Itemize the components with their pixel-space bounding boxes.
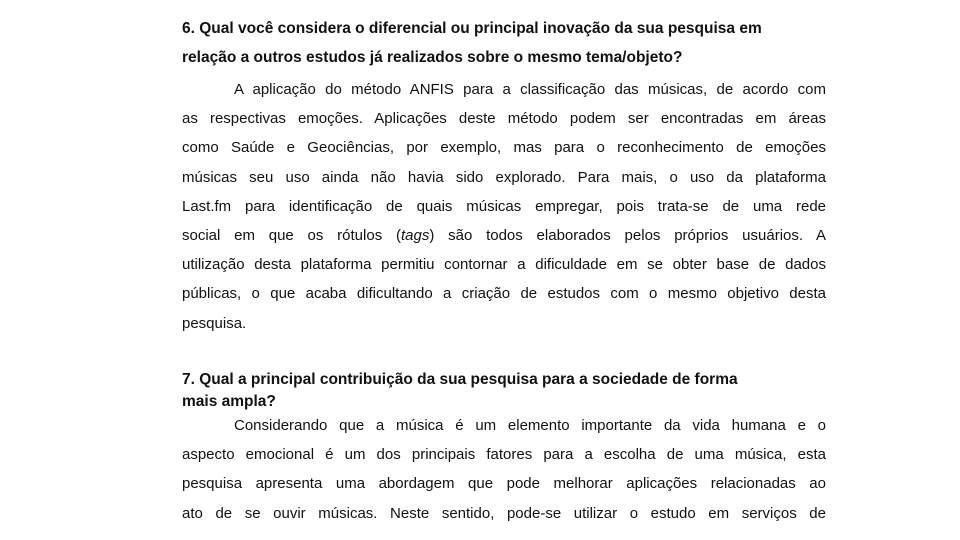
question-6-heading <box>182 14 826 72</box>
answer-7-line-2: aspecto emocional é um dos principais fatores para a escolha de uma música, esta <box>182 446 826 464</box>
question-7-heading <box>182 369 826 413</box>
answer-7-line-3: pesquisa apresenta uma abordagem que pode melhorar aplicações relacionadas ao <box>182 475 826 493</box>
answer-6-line-6 <box>182 221 826 250</box>
question-7-heading-line-1: 7. Qual a principal contribuição da sua pesquisa para a sociedade de forma <box>182 371 738 388</box>
question-6-heading-line-2: relação a outros estudos já realizados sobre o mesmo tema/objeto? <box>182 49 683 66</box>
question-6-answer <box>182 75 826 338</box>
answer-6-line-2: as respectivas emoções. Aplicações deste método podem ser encontradas em áreas <box>182 110 826 128</box>
answer-6-line-6-before: social em que os rótulos ( <box>182 227 401 245</box>
answer-6-line-5: Last.fm para identificação de quais músicas empregar, pois trata-se de uma rede <box>182 197 826 215</box>
answer-7-line-4: ato de se ouvir músicas. Neste sentido, pode-se utilizar o estudo em serviços de <box>182 504 826 522</box>
question-7-answer <box>182 411 826 528</box>
answer-6-line-9: pesquisa. <box>182 314 247 332</box>
answer-7-line-1: Considerando que a música é um elemento importante da vida humana e o <box>234 417 826 434</box>
answer-6-line-6-after: ) são todos elaborados pelos próprios usuários. A <box>429 227 826 245</box>
question-6-heading-line-1: 6. Qual você considera o diferencial ou principal inovação da sua pesquisa em <box>182 20 762 37</box>
question-7-heading-line-2: mais ampla? <box>182 393 276 410</box>
answer-6-line-3: como Saúde e Geociências, por exemplo, mas para o reconhecimento de emoções <box>182 139 826 157</box>
answer-6-line-8: públicas, o que acaba dificultando a criação de estudos com o mesmo objetivo desta <box>182 285 826 303</box>
answer-6-line-4: músicas seu uso ainda não havia sido explorado. Para mais, o uso da plataforma <box>182 168 826 186</box>
answer-6-italic-tags: tags <box>400 227 430 245</box>
answer-6-line-1: A aplicação do método ANFIS para a classificação das músicas, de acordo com <box>234 81 826 98</box>
answer-6-line-7: utilização desta plataforma permitiu contornar a dificuldade em se obter base de dados <box>182 256 826 274</box>
